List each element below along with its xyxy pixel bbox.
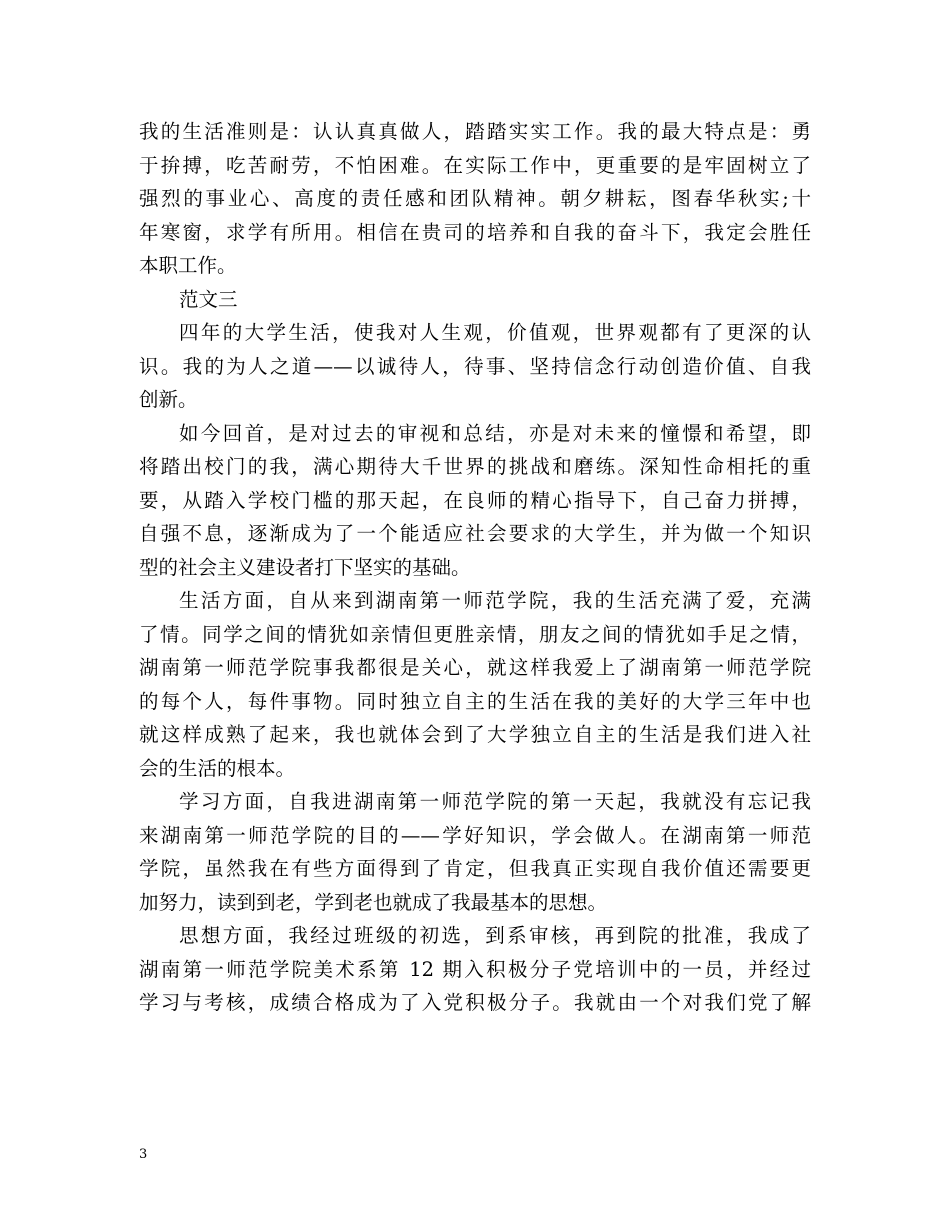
text-line: 四年的大学生活，使我对人生观，价值观，世界观都有了更深的认 — [179, 321, 811, 344]
text-line: 加努力，读到到老，学到老也就成了我最基本的思想。 — [139, 890, 608, 914]
text-line: 范文三 — [179, 287, 238, 311]
document-body — [139, 115, 811, 1020]
text-line: 要，从踏入学校门槛的那天起，在良师的精心指导下，自己奋力拼搏， — [139, 488, 811, 512]
text-line: 的每个人，每件事物。同时独立自主的生活在我的美好的大学三年中也 — [139, 689, 811, 713]
text-line: 学习与考核，成绩合格成为了入党积极分子。我就由一个对我们党了解 — [139, 991, 811, 1014]
text-line: 思想方面，我经过班级的初选，到系审核，再到院的批准，我成了 — [179, 924, 811, 947]
text-line: 年寒窗，求学有所用。相信在贵司的培养和自我的奋斗下，我定会胜任 — [139, 220, 811, 244]
text-line: 如今回首，是对过去的审视和总结，亦是对未来的憧憬和希望，即 — [179, 421, 811, 445]
text-line: 来湖南第一师范学院的目的——学好知识，学会做人。在湖南第一师范 — [139, 823, 811, 847]
text-line: 生活方面，自从来到湖南第一师范学院，我的生活充满了爱，充满 — [179, 589, 811, 612]
text-line: 型的社会主义建设者打下坚实的基础。 — [139, 555, 471, 579]
text-line: 学院，虽然我在有些方面得到了肯定，但我真正实现自我价值还需要更 — [139, 857, 811, 880]
text-line: 将踏出校门的我，满心期待大千世界的挑战和磨练。深知性命相托的重 — [139, 455, 811, 478]
text-line: 湖南第一师范学院事我都很是关心，就这样我爱上了湖南第一师范学院 — [139, 656, 811, 679]
text-line: 学习方面，自我进湖南第一师范学院的第一天起，我就没有忘记我 — [179, 790, 811, 813]
text-line: 了情。同学之间的情犹如亲情但更胜亲情，朋友之间的情犹如手足之情， — [139, 622, 811, 646]
text-line: 强烈的事业心、高度的责任感和团队精神。朝夕耕耘，图春华秋实;十 — [139, 187, 811, 210]
text-line: 本职工作。 — [139, 254, 237, 277]
text-line: 湖南第一师范学院美术系第 12 期入积极分子党培训中的一员，并经过 — [139, 957, 811, 981]
text-line: 就这样成熟了起来，我也就体会到了大学独立自主的生活是我们进入社 — [139, 723, 811, 746]
text-line: 自强不息，逐渐成为了一个能适应社会要求的大学生，并为做一个知识 — [139, 522, 811, 545]
text-line: 识。我的为人之道——以诚待人，待事、坚持信念行动创造价值、自我 — [139, 354, 811, 378]
text-line: 会的生活的根本。 — [139, 756, 296, 780]
text-line: 我的生活准则是：认认真真做人，踏踏实实工作。我的最大特点是：勇 — [139, 120, 811, 143]
text-line: 于拚搏，吃苦耐劳，不怕困难。在实际工作中，更重要的是牢固树立了 — [139, 153, 811, 177]
text-line: 创新。 — [139, 388, 198, 411]
page-number: 3 — [139, 1147, 148, 1162]
